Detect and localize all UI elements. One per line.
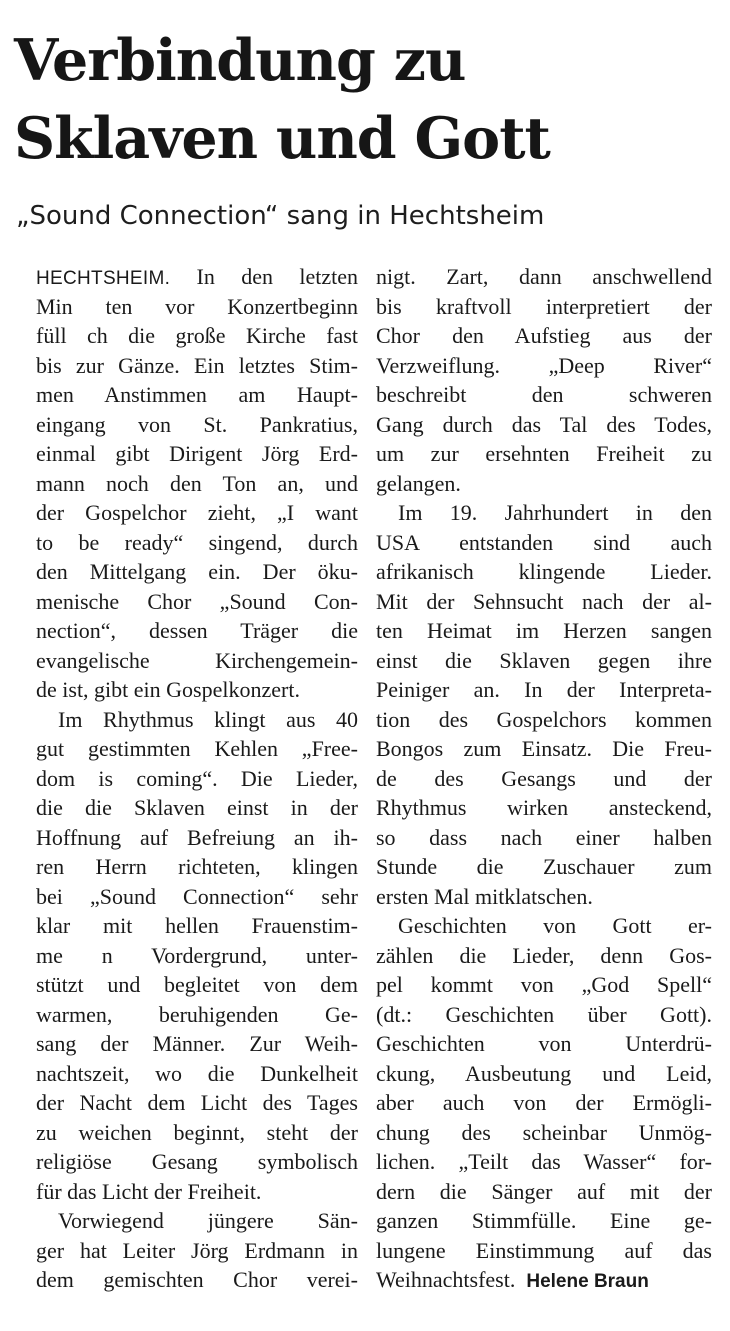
text-line: gut gestimmten Kehlen „Free- <box>36 736 358 761</box>
text-line: me n Vordergrund, unter- <box>36 942 358 968</box>
text-line: bis kraftvoll interpretiert der <box>376 293 712 319</box>
text-line: Verzweiflung. „Deep River“ <box>376 352 712 378</box>
text-line: einst die Sklaven gegen ihre <box>376 647 712 673</box>
text-line-end: Weihnachtsfest. <box>376 1267 516 1292</box>
text-line: mann noch den Ton an, und <box>36 470 358 496</box>
text-line: USA entstanden sind auch <box>376 529 712 555</box>
text-line: Mit der Sehnsucht nach der al- <box>376 588 712 614</box>
text-line: lungene Einstimmung auf das <box>376 1237 712 1263</box>
text-line: Geschichten von Unterdrü- <box>376 1031 712 1056</box>
text-line: ger hat Leiter Jörg Erdmann in <box>36 1237 358 1263</box>
text-line: Gang durch das Tal des Todes, <box>376 411 712 437</box>
text-line <box>376 1265 712 1295</box>
text-line: Chor den Aufstieg aus der <box>376 323 712 348</box>
text-line: Im Rhythmus klingt aus 40 <box>58 706 358 732</box>
text-line: nigt. Zart, dann anschwellend <box>376 264 712 289</box>
article-column-left <box>36 262 358 1295</box>
text-line: warmen, beruhigenden Ge- <box>36 1001 358 1027</box>
text-line: ten Heimat im Herzen sangen <box>376 618 712 643</box>
article-column-right <box>376 262 712 1295</box>
text-line: ganzen Stimmfülle. Eine ge- <box>376 1208 712 1233</box>
text-line: stützt und begleitet von dem <box>36 972 358 997</box>
text-line: beschreibt den schweren <box>376 382 712 407</box>
author-byline: Helene Braun <box>526 1271 649 1292</box>
text-line: (dt.: Geschichten über Gott). <box>376 1001 712 1027</box>
text-line: de ist, gibt ein Gospelkonzert. <box>36 677 300 702</box>
text-line: Hoffnung auf Befreiung an ih- <box>36 824 358 850</box>
text-line: Vorwiegend jüngere Sän- <box>58 1208 358 1233</box>
text-line: Rhythmus wirken ansteckend, <box>376 795 712 820</box>
subtitle: „Sound Connection“ sang in Hechtsheim <box>16 201 545 231</box>
text-line: gelangen. <box>376 470 461 496</box>
text-line: einmal gibt Dirigent Jörg Erd- <box>36 441 358 466</box>
text-line: ersten Mal mitklatschen. <box>376 883 593 909</box>
text-line: men Anstimmen am Haupt- <box>36 382 358 407</box>
text-line: evangelische Kirchengemein- <box>36 647 358 673</box>
text-line: menische Chor „Sound Con- <box>36 588 358 614</box>
text-line: Min ten vor Konzertbeginn <box>36 293 358 319</box>
dateline: HECHTSHEIM. <box>36 268 171 289</box>
text-line: afrikanisch klingende Lieder. <box>376 559 712 584</box>
text-line-rest: In den letzten <box>170 264 358 289</box>
headline-line-2: Sklaven und Gott <box>14 105 550 172</box>
text-line: Im 19. Jahrhundert in den <box>398 500 712 525</box>
text-line: füll ch die große Kirche fast <box>36 323 358 348</box>
text-line: ren Herrn richteten, klingen <box>36 854 358 879</box>
text-line: Peiniger an. In der Interpreta- <box>376 677 712 702</box>
text-line: tion des Gospelchors kommen <box>376 706 712 732</box>
text-line: bis zur Gänze. Ein letztes Stim- <box>36 352 358 378</box>
text-line: dem gemischten Chor verei- <box>36 1267 358 1292</box>
text-line: ckung, Ausbeutung und Leid, <box>376 1060 712 1086</box>
text-line: eingang von St. Pankratius, <box>36 411 358 437</box>
headline <box>14 22 724 178</box>
text-line <box>36 262 358 292</box>
text-line: zu weichen beginnt, steht der <box>36 1119 358 1145</box>
text-line: dern die Sänger auf mit der <box>376 1178 712 1204</box>
text-line: sang der Männer. Zur Weih- <box>36 1031 358 1056</box>
text-line: nection“, dessen Träger die <box>36 618 358 643</box>
text-line: der Gospelchor zieht, „I want <box>36 500 358 525</box>
text-line: die die Sklaven einst in der <box>36 795 358 820</box>
text-line: de des Gesangs und der <box>376 765 712 791</box>
text-line: den Mittelgang ein. Der öku- <box>36 559 358 584</box>
text-line: klar mit hellen Frauenstim- <box>36 913 358 938</box>
text-line: pel kommt von „God Spell“ <box>376 972 712 997</box>
text-line: lichen. „Teilt das Wasser“ for- <box>376 1149 712 1174</box>
text-line: to be ready“ singend, durch <box>36 529 358 555</box>
text-line: religiöse Gesang symbolisch <box>36 1149 358 1174</box>
text-line: Stunde die Zuschauer zum <box>376 854 712 879</box>
text-line: für das Licht der Freiheit. <box>36 1178 262 1204</box>
text-line: der Nacht dem Licht des Tages <box>36 1090 358 1115</box>
text-line: bei „Sound Connection“ sehr <box>36 883 358 909</box>
headline-line-1: Verbindung zu <box>14 27 466 94</box>
text-line: Bongos zum Einsatz. Die Freu- <box>376 736 712 761</box>
text-line: dom is coming“. Die Lieder, <box>36 765 358 791</box>
text-line: zählen die Lieder, denn Gos- <box>376 942 712 968</box>
text-line: nachtszeit, wo die Dunkelheit <box>36 1060 358 1086</box>
text-line: um zur ersehnten Freiheit zu <box>376 441 712 466</box>
text-line: aber auch von der Ermögli- <box>376 1090 712 1115</box>
text-line: Geschichten von Gott er- <box>398 913 712 938</box>
text-line: chung des scheinbar Unmög- <box>376 1119 712 1145</box>
text-line: so dass nach einer halben <box>376 824 712 850</box>
